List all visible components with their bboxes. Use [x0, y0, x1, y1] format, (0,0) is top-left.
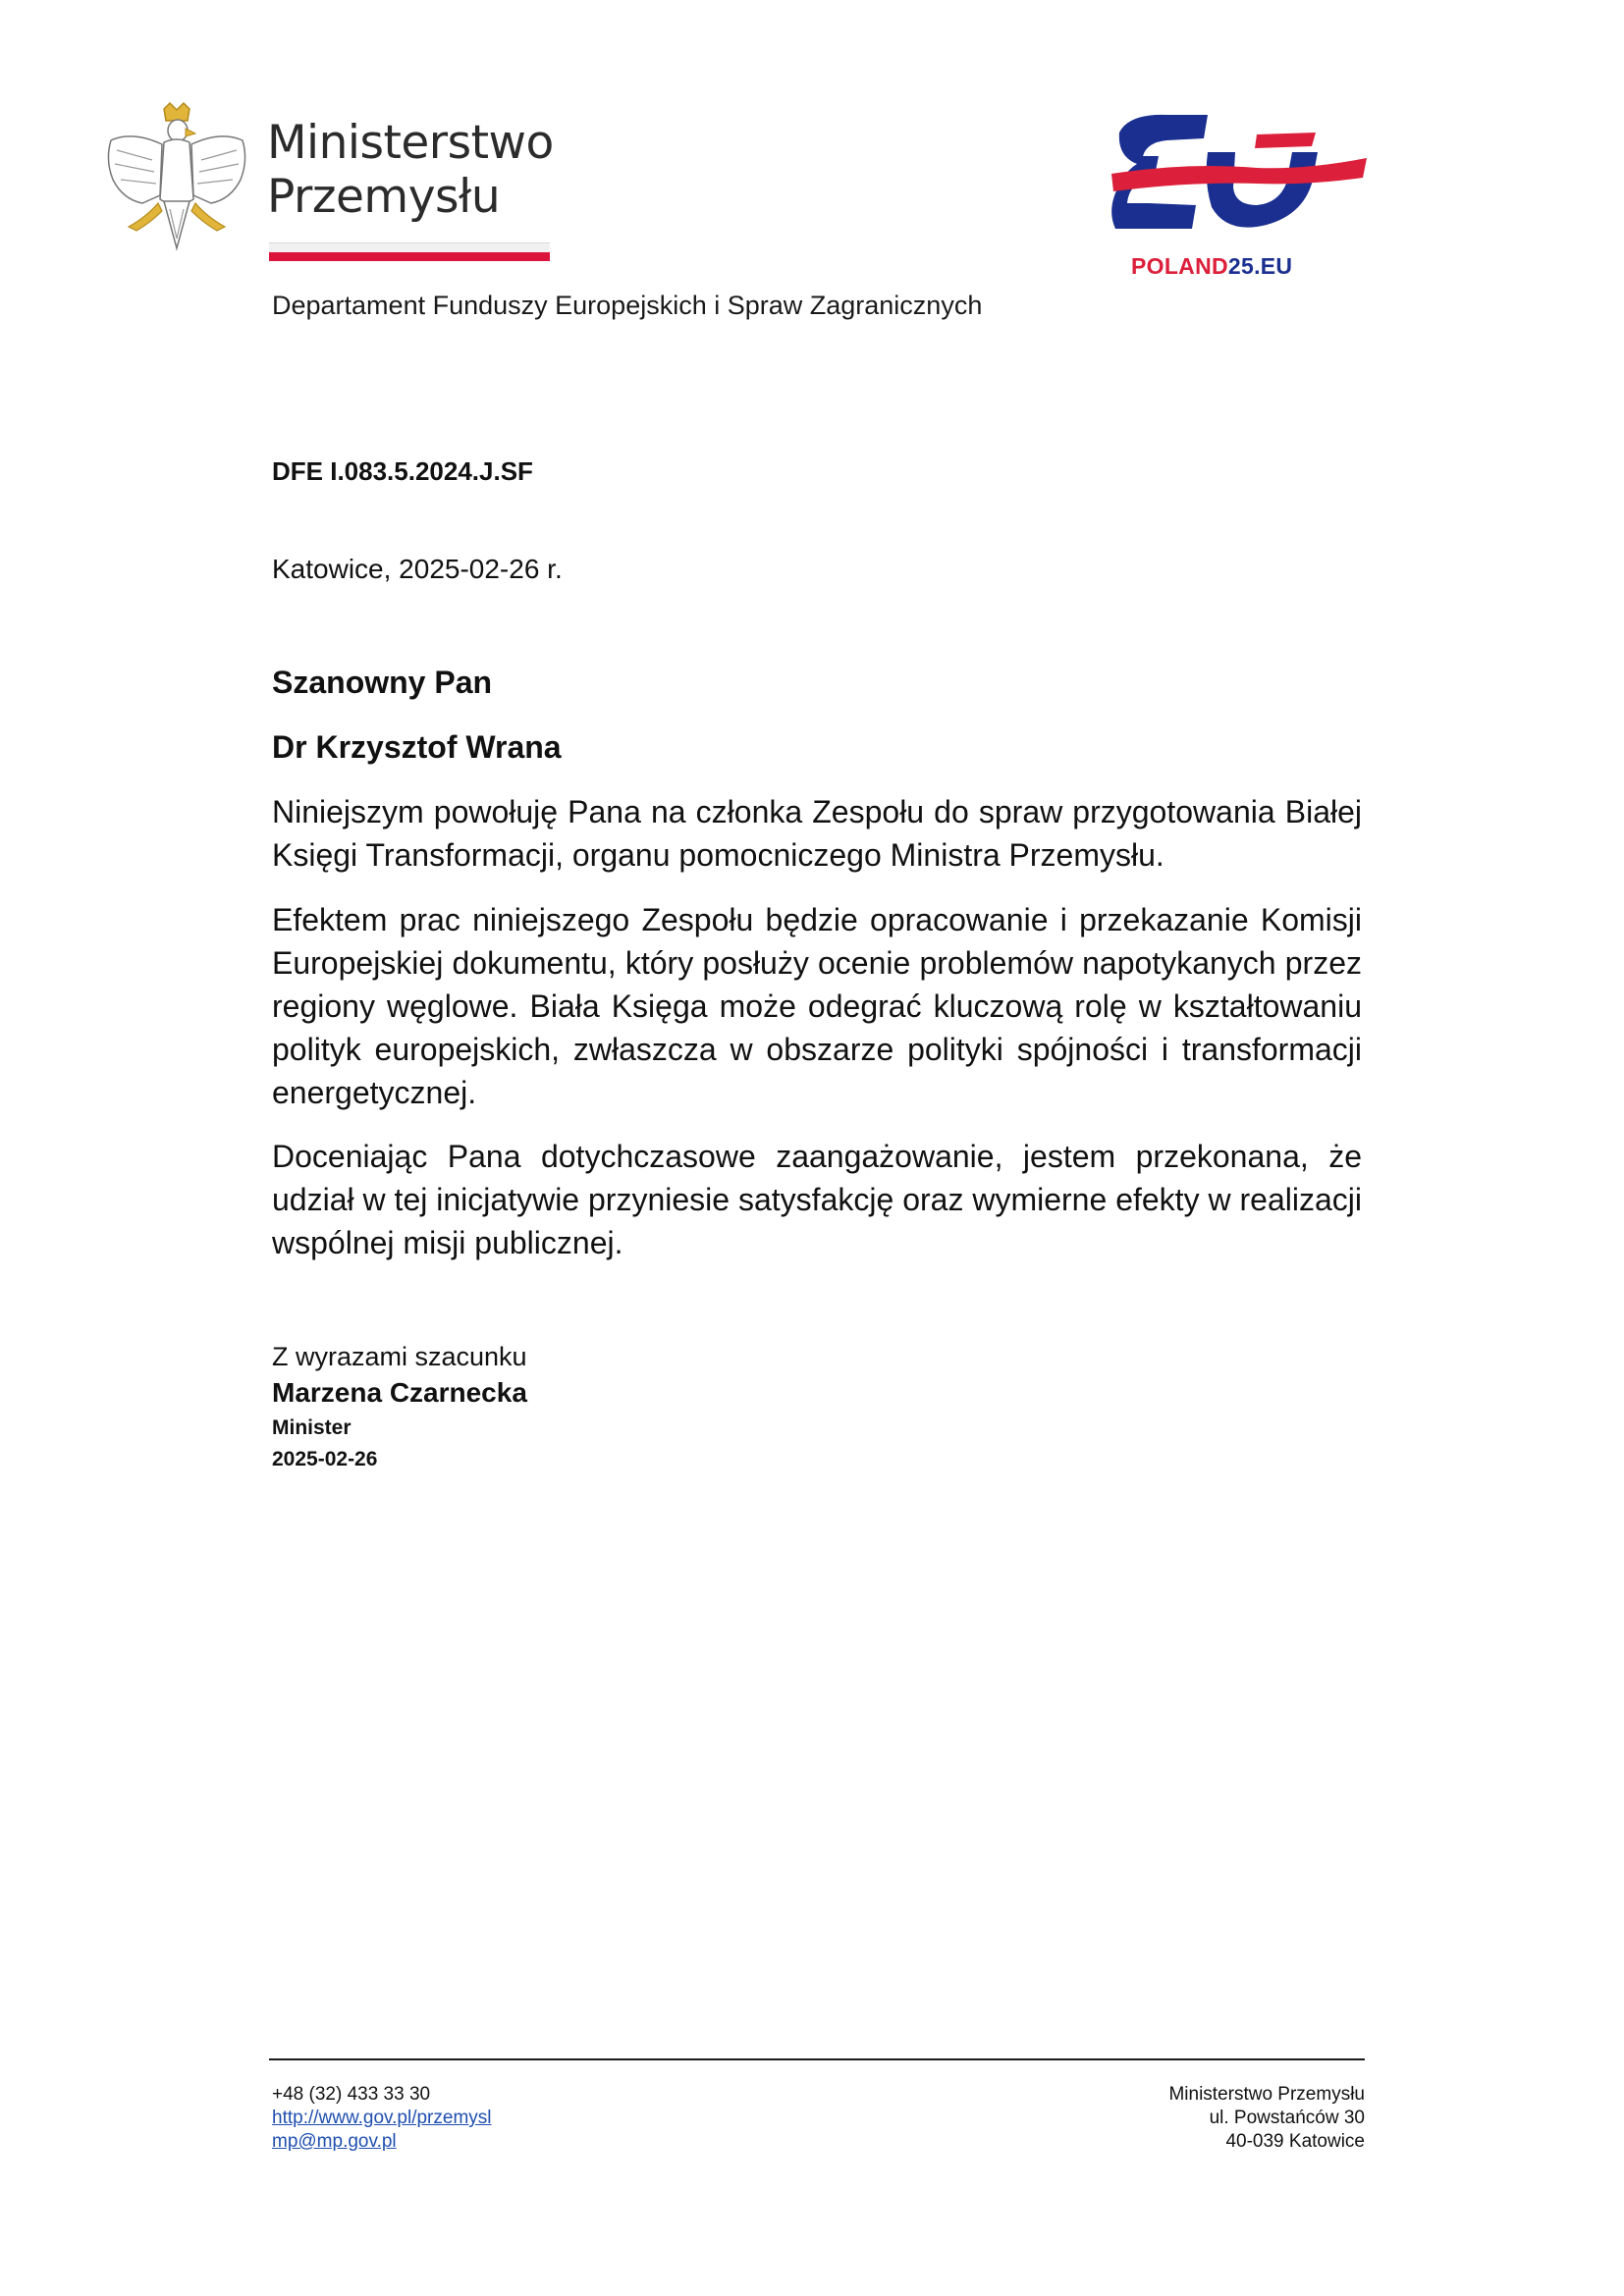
signer-date: 2025-02-26 [272, 1448, 378, 1470]
place-date: Katowice, 2025-02-26 r. [272, 554, 563, 584]
footer-street: ul. Powstańców 30 [1209, 2108, 1365, 2128]
footer-org-name: Ministerstwo Przemysłu [1168, 2084, 1365, 2105]
footer-email-link[interactable]: mp@mp.gov.pl [272, 2131, 397, 2152]
footer-postal-city: 40-039 Katowice [1225, 2131, 1365, 2152]
ministry-name-line1: Ministerstwo [267, 116, 554, 170]
body-paragraph: Niniejszym powołuję Pana na członka Zespołu do spraw przygotowania Białej Księgi Transformacji, organu pomocniczego Ministra Przemysłu. [272, 794, 1362, 873]
body-paragraph: Doceniając Pana dotychczasowe zaangażowanie, jestem przekonana, że udział w tej inicjatywie przyniesie satysfakcję oraz wymierne efekty w realizacji wspólnej misji publicznej. [272, 1139, 1362, 1260]
closing-formula: Z wyrazami szacunku [272, 1342, 527, 1371]
signer-name: Marzena Czarnecka [272, 1377, 527, 1408]
footer-contact [272, 2083, 492, 2154]
department-name: Departament Funduszy Europejskich i Spraw Zagranicznych [272, 291, 983, 320]
reference-number: DFE I.083.5.2024.J.SF [272, 456, 533, 486]
addressee: Dr Krzysztof Wrana [272, 729, 562, 765]
presidency-caption-red: POLAND [1131, 253, 1228, 279]
flag-bar [269, 242, 550, 261]
ministry-name-line2: Przemysłu [267, 170, 501, 224]
footer-phone: +48 (32) 433 33 30 [272, 2084, 431, 2105]
footer-address [1168, 2083, 1365, 2154]
white-eagle-emblem-icon [103, 101, 250, 263]
signer-role: Minister [272, 1416, 352, 1439]
presidency-caption-blue: 25.EU [1227, 253, 1293, 279]
body-paragraph: Efektem prac niniejszego Zespołu będzie opracowanie i przekazanie Komisji Europejskiej dokumentu, który posłuży ocenie problemów napotykanych przez regiony węglowe. Biała Księga może odegrać kluczową rolę w kształtowaniu polityk europejskich, zwłaszcza w obszarze polityki spójności i transformacji energetycznej. [272, 902, 1362, 1110]
footer-website-link[interactable]: http://www.gov.pl/przemysl [272, 2108, 492, 2128]
presidency-caption [1131, 253, 1292, 280]
footer-divider [269, 2058, 1365, 2060]
ministry-name [267, 116, 554, 224]
eu-presidency-logo-icon [1110, 113, 1367, 239]
salutation: Szanowny Pan [272, 665, 493, 700]
